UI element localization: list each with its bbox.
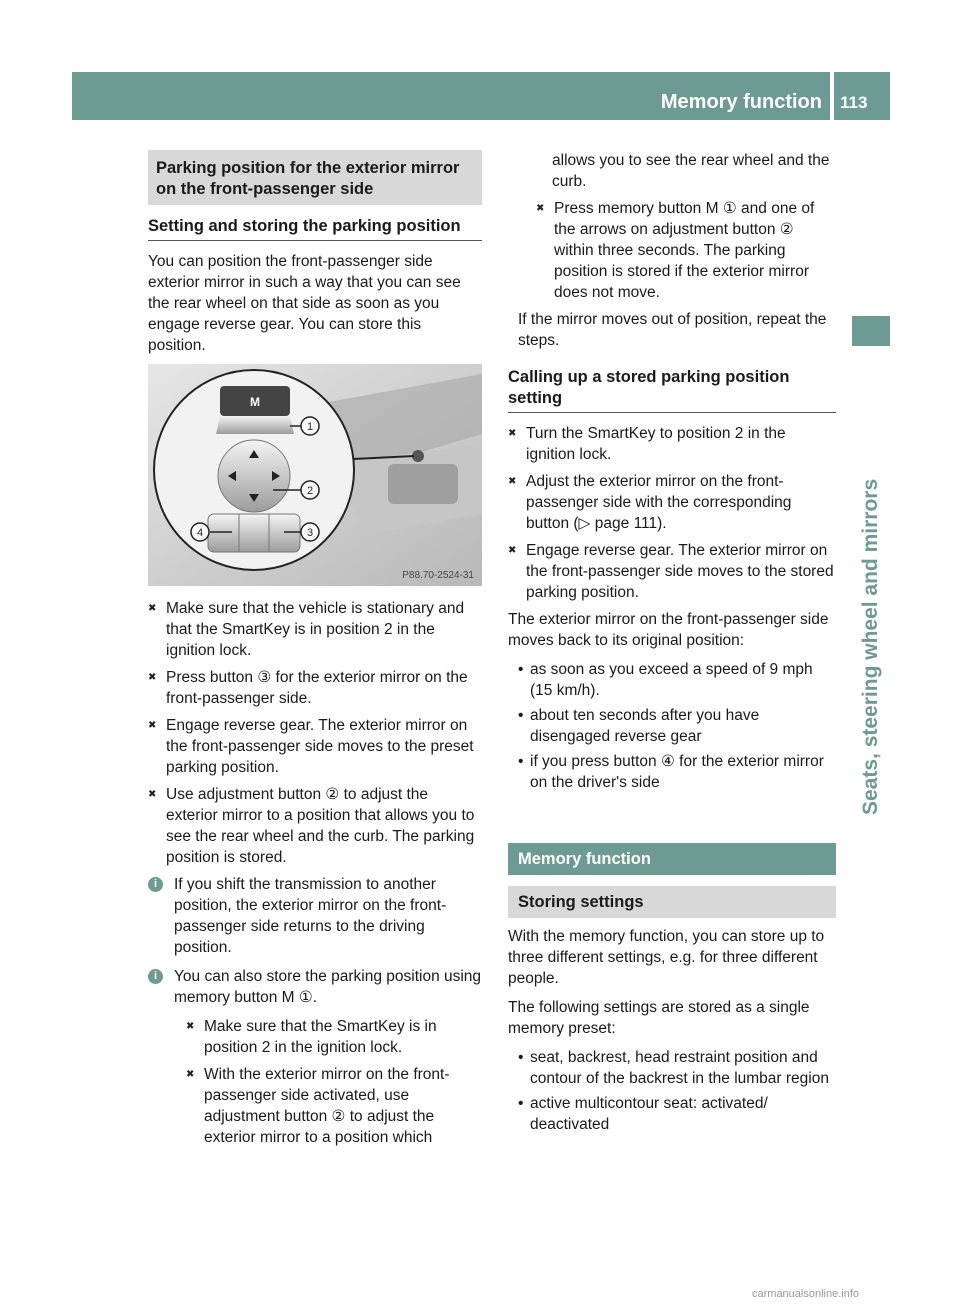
header-title: Memory function <box>660 91 822 113</box>
repeat-paragraph: If the mirror moves out of position, repeat the steps. <box>518 311 827 349</box>
step-item: ✖ Turn the SmartKey to position 2 in the ignition lock. <box>508 423 836 465</box>
subsection-title-setting: Setting and storing the parking position <box>148 216 482 241</box>
info-note <box>148 874 482 958</box>
subsection-title-storing: Storing settings <box>508 886 836 918</box>
info-note <box>148 966 482 1008</box>
subsection-title-calling: Calling up a stored parking position setting <box>508 367 836 413</box>
right-column <box>508 150 836 1139</box>
left-column <box>148 150 482 1154</box>
storing-paragraph: With the memory function, you can store up to three different settings, e.g. for three different people. <box>508 928 825 987</box>
step-item: ✖ With the exterior mirror on the front-passenger side activated, use adjustment button ② to adjust the exterior mirror to a position which <box>186 1064 482 1148</box>
step-item: ✖ Press button ③ for the exterior mirror on the front-passenger side. <box>148 667 482 709</box>
list-item: • seat, backrest, head restraint position and contour of the backrest in the lumbar region <box>518 1047 836 1089</box>
intro-paragraph: You can position the front-passenger side exterior mirror in such a way that you can see the rear wheel on that side as soon as you engage reverse gear. You can store this position. <box>148 253 461 354</box>
list-item: • active multicontour seat: activated/ deactivated <box>518 1093 836 1135</box>
mirror-control-figure <box>148 364 482 586</box>
callout-4-label: 4 <box>196 527 204 539</box>
info-note-text: If you shift the transmission to another position, the exterior mirror on the front-passenger side returns to the driving position. <box>174 876 447 956</box>
back-paragraph: The exterior mirror on the front-passenger side moves back to its original position: <box>508 611 829 649</box>
callout-2-label: 2 <box>306 485 314 497</box>
step-item: ✖ Make sure that the SmartKey is in position 2 in the ignition lock. <box>186 1016 482 1058</box>
list-item: • as soon as you exceed a speed of 9 mph (15 km/h). <box>518 659 836 701</box>
step-item: ✖ Adjust the exterior mirror on the front-passenger side with the corresponding button (▷ page 111). <box>508 471 836 534</box>
step-item: ✖ Press memory button M ① and one of the arrows on adjustment button ② within three seconds. The parking position is stored if the exterior mirror does not move. <box>536 198 836 303</box>
page-number: 113 <box>840 93 868 112</box>
callout-1-label: 1 <box>306 421 314 433</box>
info-icon: i <box>148 877 163 892</box>
step-item: ✖ Use adjustment button ② to adjust the exterior mirror to a position that allows you to see the rear wheel and the curb. The parking position is stored. <box>148 784 482 868</box>
watermark: carmanualsonline.info <box>752 1288 860 1300</box>
step-item: ✖ Engage reverse gear. The exterior mirror on the front-passenger side moves to the preset parking position. <box>148 715 482 778</box>
list-item: • about ten seconds after you have disengaged reverse gear <box>518 705 836 747</box>
info-icon: i <box>148 969 163 984</box>
info-note-text: You can also store the parking position using memory button M ①. <box>174 968 482 1006</box>
continued-text: allows you to see the rear wheel and the curb. <box>552 152 830 190</box>
list-item: • if you press button ④ for the exterior mirror on the driver's side <box>518 751 836 793</box>
svg-text:M: M <box>250 395 260 409</box>
section-title-memory: Memory function <box>508 843 836 875</box>
preset-paragraph: The following settings are stored as a single memory preset: <box>508 999 810 1037</box>
figure-code: P88.70-2524-31 <box>402 570 474 581</box>
callout-3-label: 3 <box>306 527 314 539</box>
header-separator <box>830 72 834 120</box>
side-tab-marker <box>852 316 890 346</box>
section-title-parking: Parking position for the exterior mirror on the front-passenger side <box>148 150 482 205</box>
sidebar-section-label: Seats, steering wheel and mirrors <box>859 478 882 815</box>
step-item: ✖ Engage reverse gear. The exterior mirror on the front-passenger side moves to the stored parking position. <box>508 540 836 603</box>
step-item: ✖ Make sure that the vehicle is stationary and that the SmartKey is in position 2 in the ignition lock. <box>148 598 482 661</box>
door-panel-illustration <box>148 364 482 586</box>
